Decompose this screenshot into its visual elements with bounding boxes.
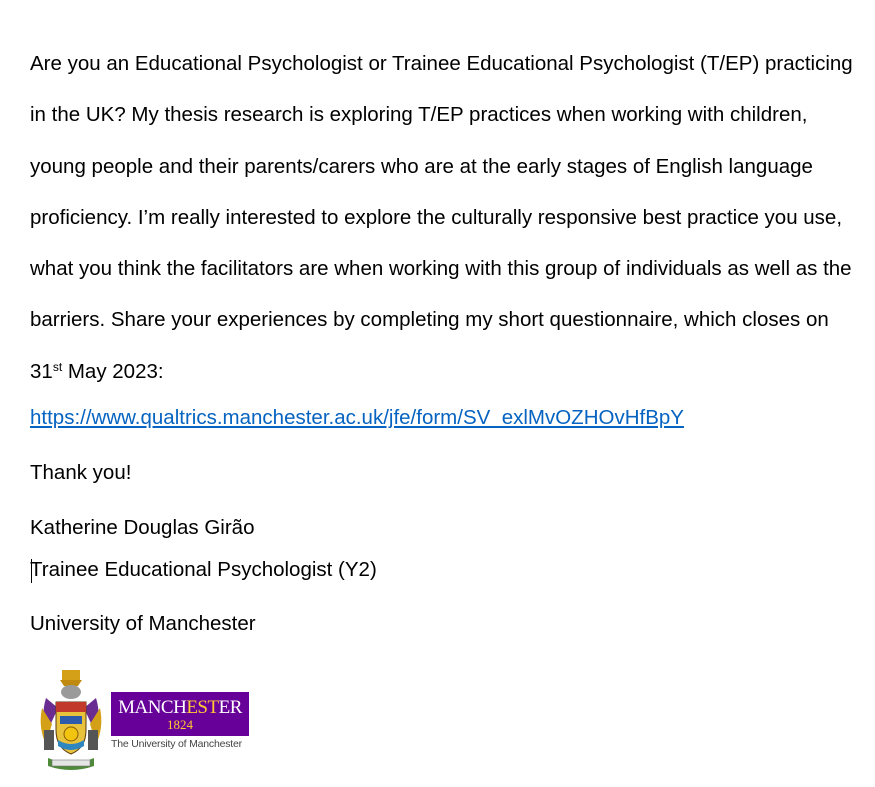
university-logo: [38, 668, 252, 776]
signature-role: Trainee Educational Psychologist (Y2): [30, 558, 377, 581]
questionnaire-link[interactable]: https://www.qualtrics.manchester.ac.uk/jfe/form/SV_exlMvOZHOvHfBpY: [30, 406, 684, 429]
coat-of-arms-icon: [38, 668, 104, 774]
thanks-text: Thank you!: [30, 461, 132, 484]
signature-org: University of Manchester: [30, 612, 256, 635]
wordmark-year: 1824: [167, 717, 193, 732]
date-tail: May 2023:: [62, 359, 164, 383]
paragraph-text: Are you an Educational Psychologist or Trainee Educational Psychologist (T/EP) practicing in the UK? My thesis research is exploring T/EP practices when working with children, young people and their parents/carers who are at the early stages of English language proficiency. I’m really interested to explore the culturally responsive best practice you use, what you think the facilitators are when working with this group of individuals as well as the barriers. Share your experiences by completing my short questionnaire, which closes on 31: [30, 52, 853, 383]
university-wordmark: [111, 692, 249, 736]
signature-name: Katherine Douglas Girão: [30, 516, 255, 539]
university-subtitle: The University of Manchester: [111, 738, 242, 750]
invitation-paragraph: [30, 38, 860, 397]
wordmark-text: MANCHESTER: [118, 697, 242, 718]
date-superscript: st: [52, 359, 63, 374]
